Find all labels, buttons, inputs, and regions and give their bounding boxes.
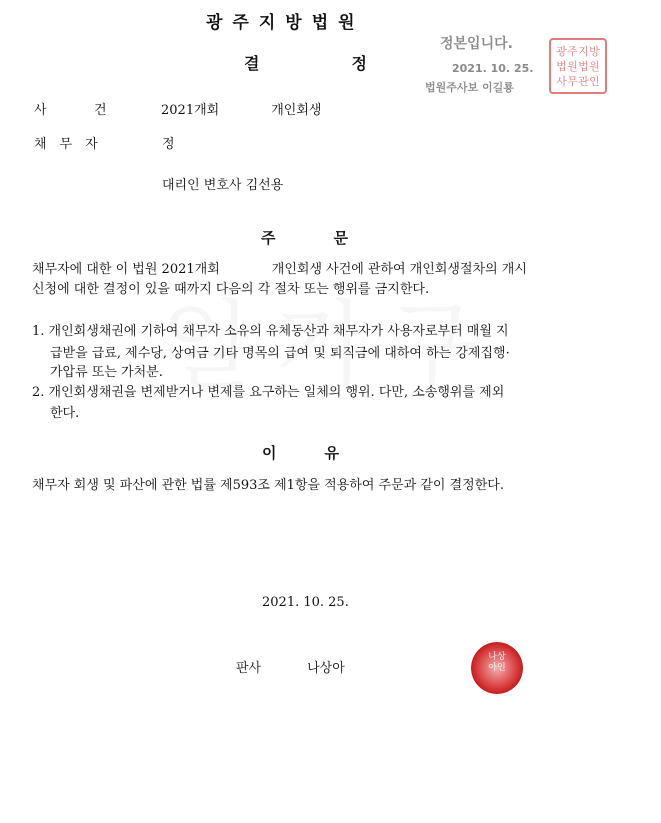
reason-heading-left: 이	[262, 444, 277, 462]
court-seal-square: 광 주 지 방 법 원 법 원 사 무 관 인	[549, 38, 607, 94]
debtor-label: 채무자	[34, 137, 111, 152]
order-item-2-line1: 2. 개인회생채권을 변제받거나 변제를 요구하는 일체의 행위. 다만, 소송행위를 제외	[32, 385, 505, 400]
order-heading-right: 문	[333, 229, 348, 247]
document-title-right: 정	[351, 54, 367, 73]
reason-heading-right: 유	[324, 444, 339, 462]
document-title-left: 결	[244, 54, 260, 73]
judge-name: 나상아	[307, 661, 345, 676]
case-number-line	[161, 99, 321, 118]
case-number: 2021개회	[161, 103, 220, 118]
court-name: 광주지방법원	[206, 13, 365, 33]
decision-date: 2021. 10. 25.	[262, 595, 349, 610]
order-item-1-line1: 1. 개인회생채권에 기하여 채무자 소유의 유체동산과 채무자가 사용자로부터 매월 지	[32, 324, 509, 339]
order-intro-line2: 신청에 대한 결정이 있을 때까지 다음의 각 절차 또는 행위를 금지한다.	[32, 282, 430, 297]
order-item-1-line2: 급받을 급료, 제수당, 상여금 기타 명목의 급여 및 퇴직금에 대하여 하는 강제집행·	[50, 346, 510, 361]
judge-seal: 나상 아인	[471, 642, 523, 694]
case-label-part2: 건	[94, 103, 107, 118]
judge-title: 판사	[236, 661, 262, 676]
order-heading	[261, 227, 348, 248]
certified-copy-title: 정본입니다.	[440, 36, 513, 52]
case-kind: 개인회생	[271, 103, 322, 118]
reason-text: 채무자 회생 및 파산에 관한 법률 제593조 제1항을 적용하여 주문과 같이 결정한다.	[32, 478, 504, 493]
order-intro-part-a: 채무자에 대한 이 법원 2021개회	[32, 262, 220, 277]
order-item-2-line2: 한다.	[50, 406, 80, 421]
document-title	[244, 51, 367, 74]
order-intro-part-b: 개인회생 사건에 관하여 개인회생절차의 개시	[271, 262, 527, 277]
certified-copy-clerk: 법원주사보 이길룡	[425, 81, 514, 94]
order-intro-line1	[32, 258, 527, 277]
order-heading-left: 주	[261, 229, 276, 247]
case-label-part1: 사	[34, 103, 47, 118]
order-item-1-line3: 가압류 또는 가처분.	[50, 365, 163, 380]
judge-line	[236, 657, 345, 676]
reason-heading	[262, 442, 339, 463]
certified-copy-date: 2021. 10. 25.	[452, 62, 534, 75]
agent: 대리인 변호사 김선용	[162, 178, 284, 193]
debtor-name: 정	[162, 137, 175, 152]
